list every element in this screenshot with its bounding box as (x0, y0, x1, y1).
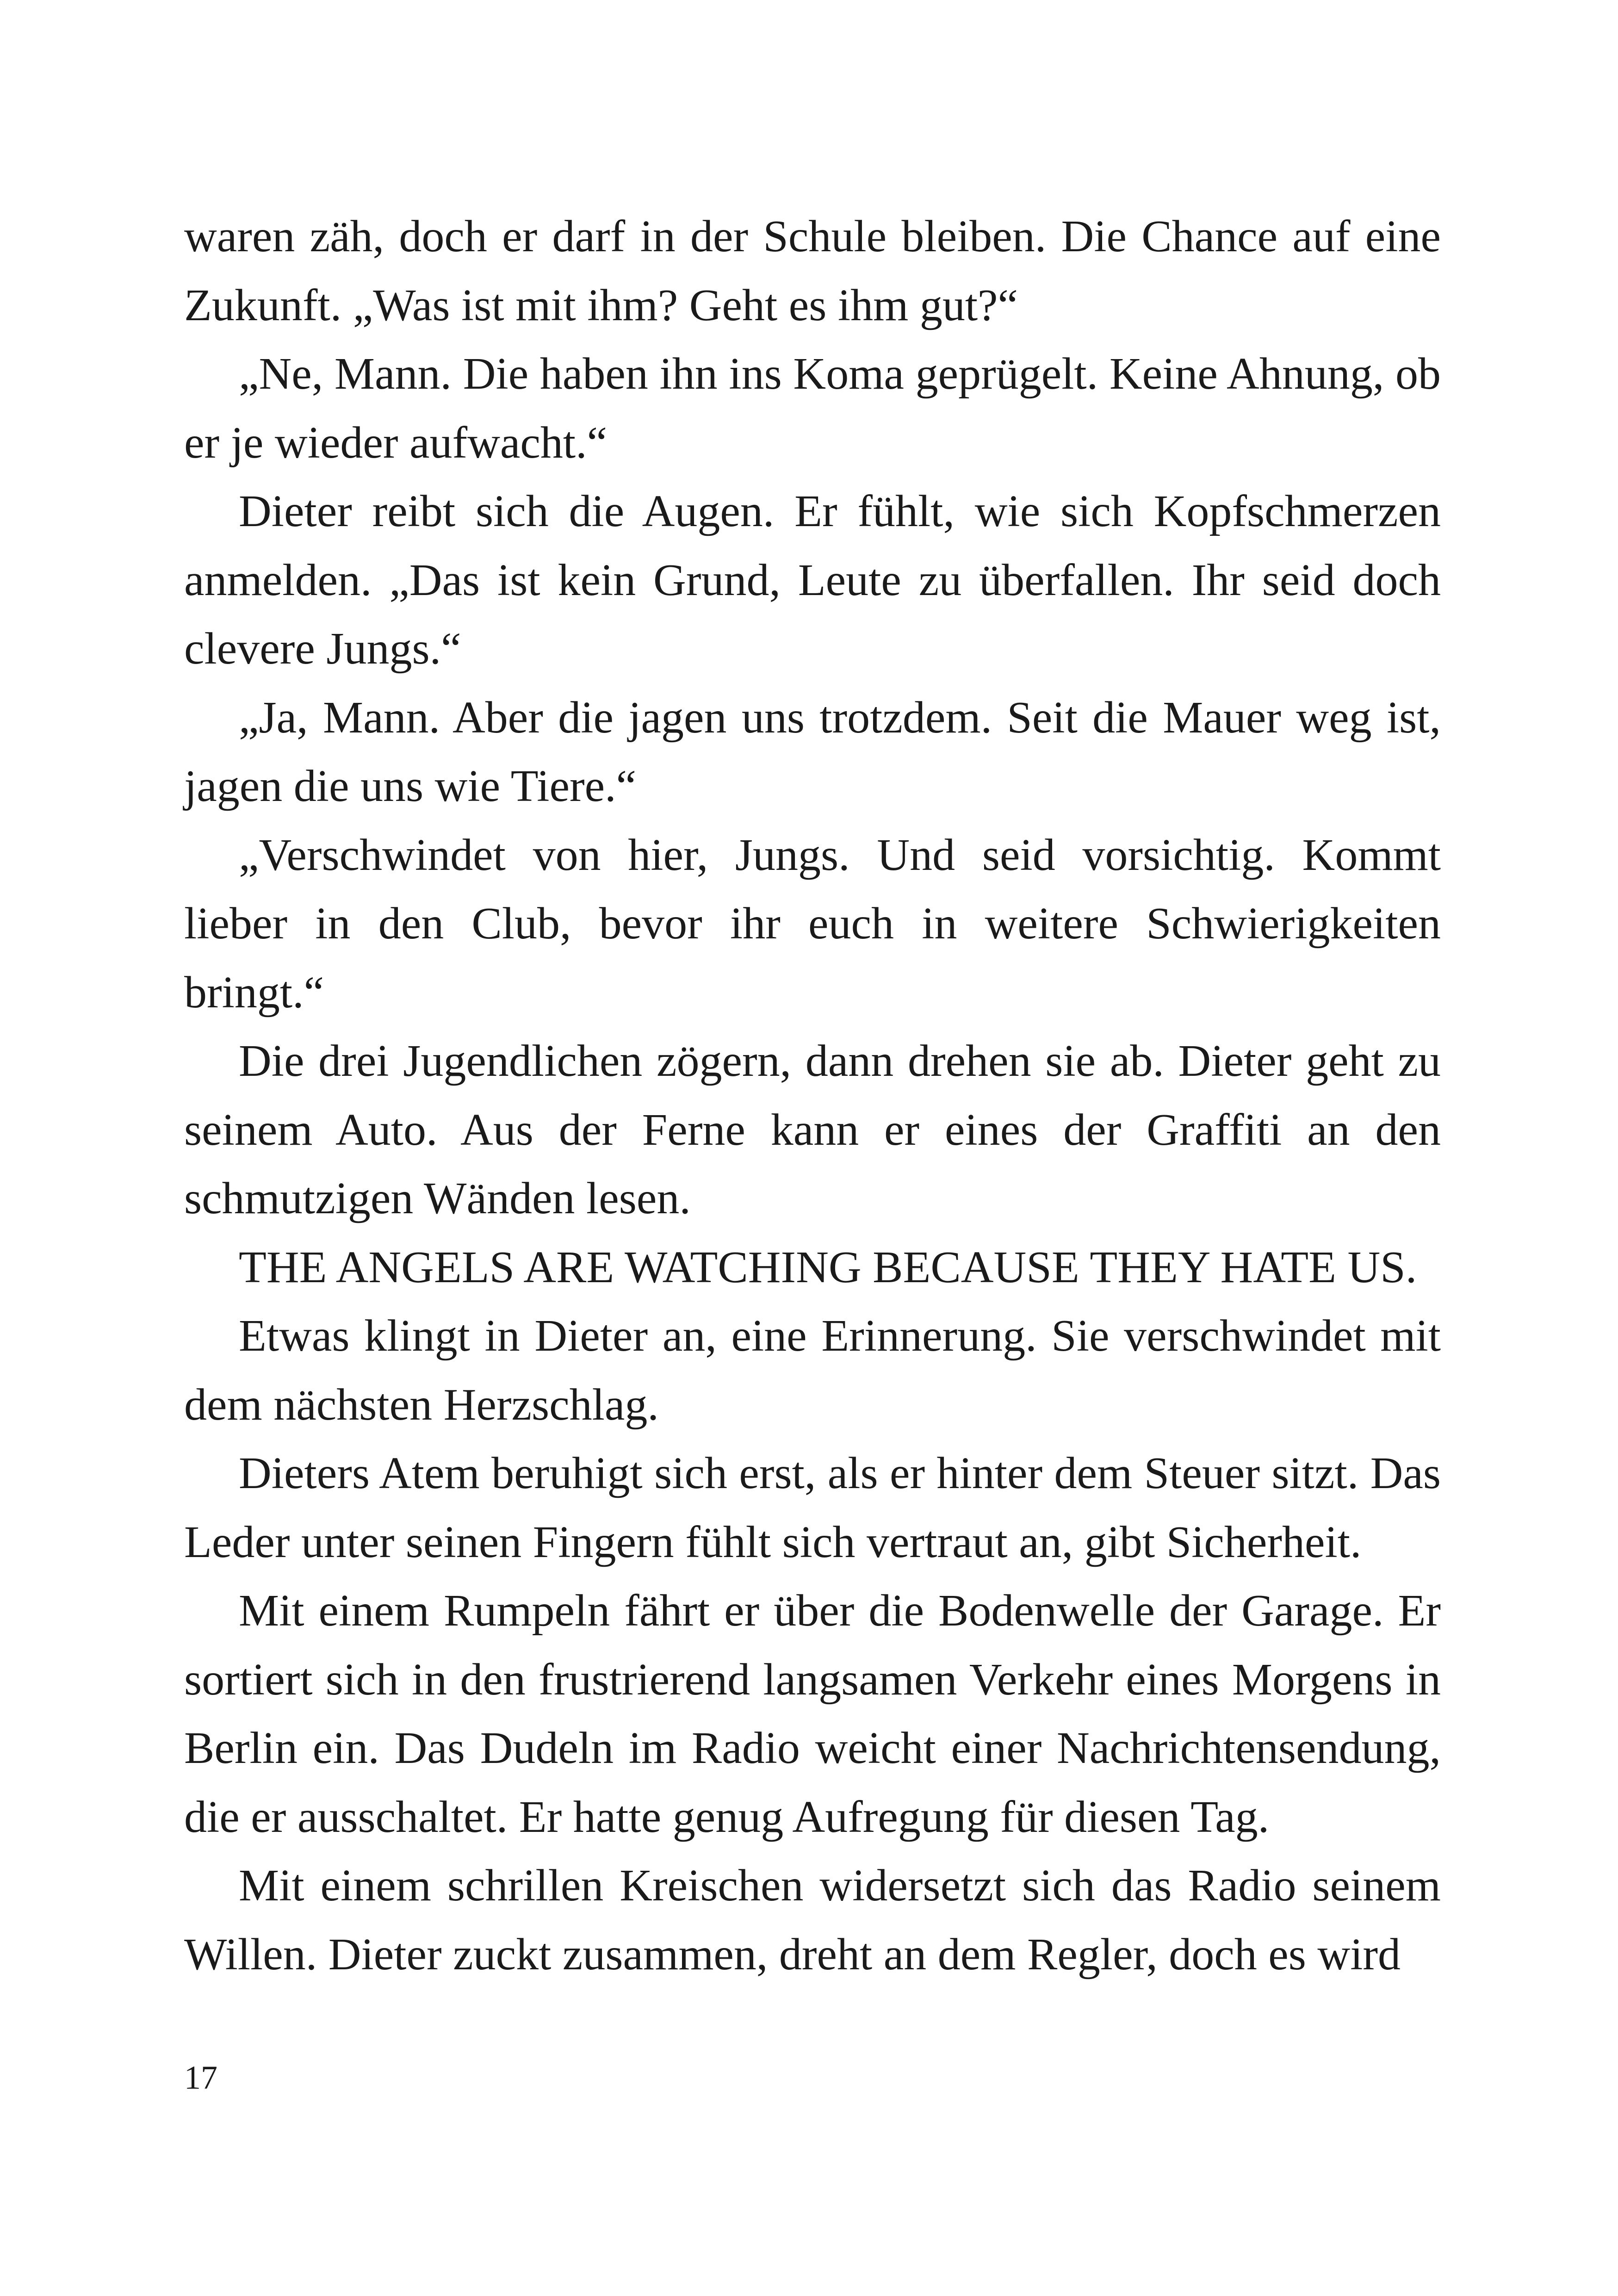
paragraph-graffiti: THE ANGELS ARE WATCHING BECAUSE THEY HATE US. (239, 1242, 1417, 1292)
paragraph-dieter-reibt: Dieter reibt sich die Augen. Er fühlt, wie sich Kopfschmerzen anmelden. „Das ist kein Grund, Leute zu überfallen. Ihr seid doch clevere Jungs.“ (184, 486, 1441, 674)
paragraph-jugendlichen: Die drei Jugendlichen zögern, dann drehen sie ab. Dieter geht zu seinem Auto. Aus der Ferne kann er eines der Graffiti an den schmutzigen Wänden lesen. (184, 1036, 1441, 1223)
paragraph-dialogue-ja-mann: „Ja, Mann. Aber die jagen uns trotzdem. Seit die Mauer weg ist, jagen die uns wie Tiere.“ (184, 692, 1441, 811)
paragraph-radio: Mit einem schrillen Kreischen widersetzt sich das Radio seinem Willen. Dieter zuckt zusammen, dreht an dem Regler, doch es wird (184, 1861, 1441, 1980)
body-text (184, 202, 1441, 1989)
paragraph-steuer: Dieters Atem beruhigt sich erst, als er hinter dem Steuer sitzt. Das Leder unter seinen Fingern fühlt sich vertraut an, gibt Sicherheit. (184, 1448, 1441, 1567)
paragraph-dialogue-verschwindet: „Verschwindet von hier, Jungs. Und seid vorsichtig. Kommt lieber in den Club, bevor ihr euch in weitere Schwierigkeiten bringt.“ (184, 830, 1441, 1018)
paragraph-dialogue-ne-mann: „Ne, Mann. Die haben ihn ins Koma geprügelt. Keine Ahnung, ob er je wieder aufwacht.“ (184, 349, 1441, 468)
page-number: 17 (184, 2059, 217, 2096)
paragraph-rumpeln: Mit einem Rumpeln fährt er über die Bodenwelle der Garage. Er sortiert sich in den frustrierend langsamen Verkehr eines Morgens in Berlin ein. Das Dudeln im Radio weicht einer Nachrichtensendung, die er ausschaltet. Er hatte genug Aufregung für diesen Tag. (184, 1586, 1441, 1842)
paragraph-continuation: waren zäh, doch er darf in der Schule bleiben. Die Chance auf eine Zukunft. „Was ist mit ihm? Geht es ihm gut?“ (184, 211, 1441, 330)
paragraph-erinnerung: Etwas klingt in Dieter an, eine Erinnerung. Sie verschwindet mit dem nächsten Herzschlag. (184, 1311, 1441, 1430)
